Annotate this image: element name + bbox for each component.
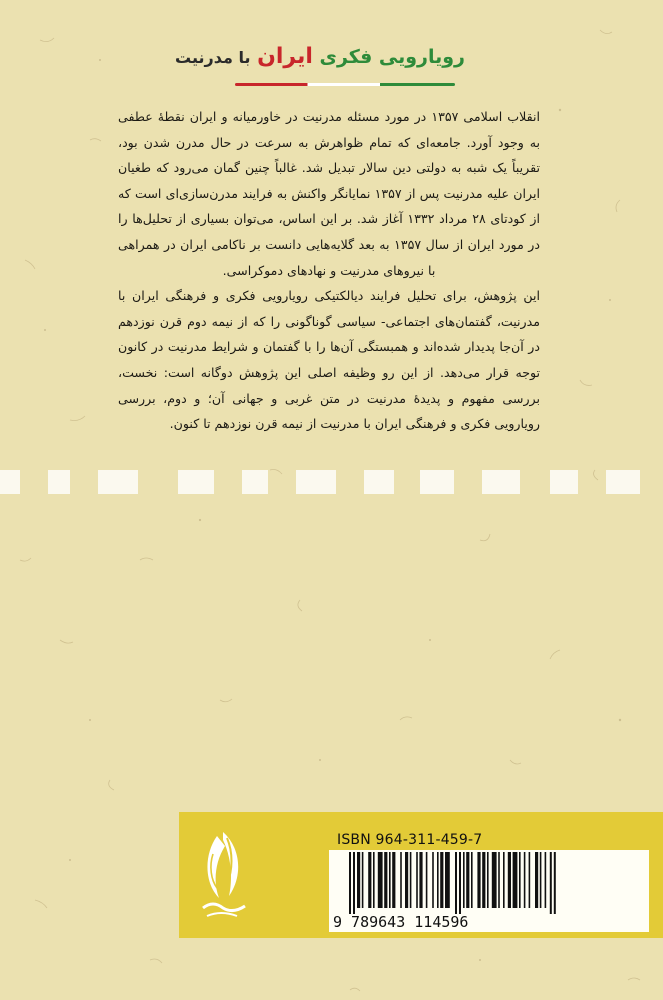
barcode-panel: [179, 812, 663, 938]
blurb-text: [118, 104, 540, 437]
publisher-logo-icon: [193, 826, 255, 924]
blurb-paragraph-1: انقلاب اسلامی ۱۳۵۷ در مورد مسئله مدرنیت در خاورمیانه و ایران نقطهٔ عطفی به وجود آورد. جامعه‌ای که تمام ظواهرش به سرعت در حال مدرن شدن بود، تقریباً یک شبه به دولتی دین سالار تبدیل شد. غالباً چنین گمان می‌رود که طغیان ایران علیه مدرنیت پس از ۱۳۵۷ نمایانگر واکنش به فرایند مدرن‌سازی‌ای است که از کودتای ۲۸ مرداد ۱۳۳۲ آغاز شد. بر این اساس، می‌توان بسیاری از تحلیل‌ها را در مورد ایران از سال ۱۳۵۷ به بعد گلایه‌هایی دانست بر ناکامی ایران در همراهی با نیروهای مدرنیت و نهادهای دموکراسی.: [118, 109, 541, 278]
barcode-digits: 9 789643 114596: [333, 913, 469, 931]
barcode-bars: [335, 852, 643, 914]
logo-text-part3: با مدرنیت: [175, 48, 251, 67]
logo-flag-underline: [235, 83, 455, 86]
series-logo: [175, 44, 465, 88]
logo-text-part2: ایران: [257, 44, 313, 69]
blurb-paragraph-2: این پژوهش، برای تحلیل فرایند دیالکتیکی رویارویی فکری و فرهنگی ایران با مدرنیت، گفتمان‌های اجتماعی- سیاسی گوناگونی را که از نیمه دوم قرن نوزدهم در آن‌جا پدیدار شده‌اند و همبستگی آن‌ها را با گفتمان و شرایط مدرنیت در کانون توجه قرار می‌دهد. از این رو وظیفه اصلی این پژوهش دوگانه است: نخست، بررسی مفهوم و پدیدهٔ مدرنیت در متن غربی و جهانی آن؛ و دوم، بررسی رویارویی فکری و فرهنگی ایران با مدرنیت از نیمه قرن نوزدهم تا کنون.: [118, 288, 540, 432]
barcode: [329, 850, 649, 932]
logo-text-part1: رویارویی فکری: [319, 46, 465, 68]
isbn-label: ISBN 964-311-459-7: [337, 832, 483, 848]
scan-artifact-strip: [0, 470, 663, 500]
